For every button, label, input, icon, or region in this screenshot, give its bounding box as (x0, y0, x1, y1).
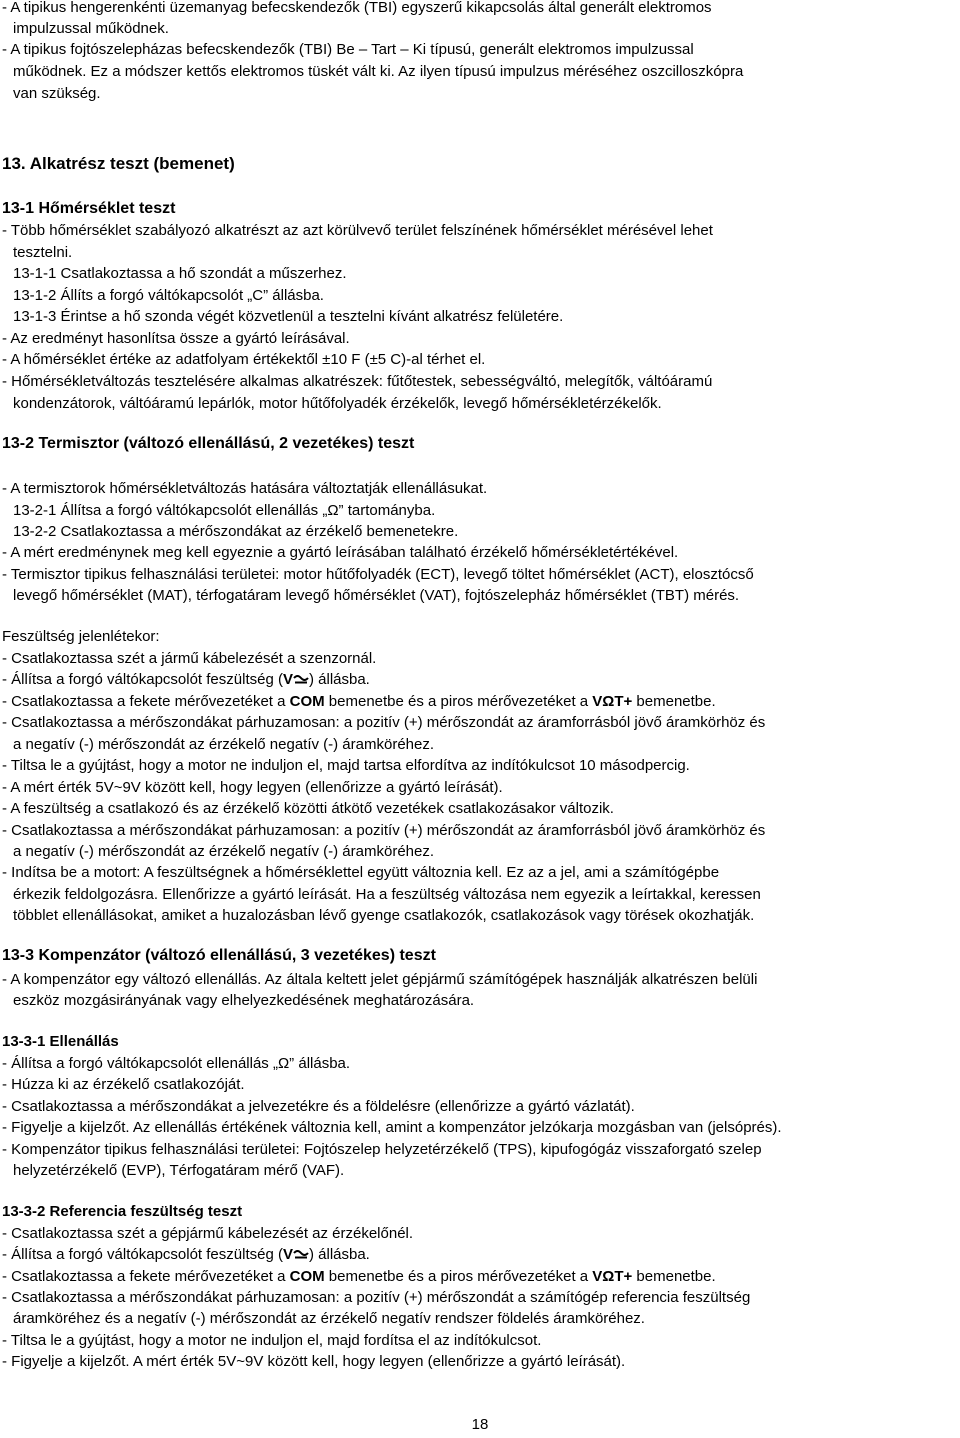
text-line: - Csatlakoztassa a mérőszondákat a jelvezetékre és a földelésre (ellenőrizze a gyártó vázlatát). (2, 1098, 635, 1115)
subsection-heading-13-3-1: 13-3-1 Ellenállás (2, 1033, 119, 1050)
subsection-heading-13-3: 13-3 Kompenzátor (változó ellenállású, 3 vezetékes) teszt (2, 947, 436, 964)
text-line: - A termisztorok hőmérsékletváltozás hatására változtatják ellenállásukat. (2, 480, 488, 497)
text-line: a negatív (-) mérőszondát az érzékelő negatív (-) áramköréhez. (13, 843, 435, 860)
text-line: - Csatlakoztassa a fekete mérővezetéket a COM bemenetbe és a piros mérővezetéket a VΩT+ bemenetbe. (2, 1268, 716, 1285)
text-line: - Húzza ki az érzékelő csatlakozóját. (2, 1076, 245, 1093)
text-line: impulzussal működnek. (13, 20, 169, 37)
text-line: - Csatlakoztassa a mérőszondákat párhuzamosan: a pozitív (+) mérőszondát a számítógép referencia feszültség (2, 1289, 751, 1306)
subsection-heading-13-2: 13-2 Termisztor (változó ellenállású, 2 vezetékes) teszt (2, 435, 415, 452)
text-line: levegő hőmérséklet (MAT), térfogatáram levegő hőmérséklet (VAT), fojtószelepház hőmérséklet (TBT) mérés. (13, 587, 740, 604)
text-line: - Tiltsa le a gyújtást, hogy a motor ne induljon el, majd fordítsa el az indítókulcsot. (2, 1332, 542, 1349)
text-line: tesztelni. (13, 244, 73, 261)
text-line: Feszültség jelenlétekor: (2, 628, 160, 645)
text-line: - Kompenzátor tipikus felhasználási területei: Fojtószelep helyzetérzékelő (TPS), kipufogógáz visszaforgató szelep (2, 1141, 762, 1158)
text-line: működnek. Ez a módszer kettős elektromos tüskét vált ki. Az ilyen típusú impulzus méréséhez oszcilloszkópra (13, 63, 744, 80)
text-line: 13-1-1 Csatlakoztassa a hő szondát a műszerhez. (13, 265, 347, 282)
voltage-symbol: V (283, 670, 309, 690)
text-line: - Tiltsa le a gyújtást, hogy a motor ne induljon el, majd tartsa elfordítva az indítókulcsot 10 másodpercig. (2, 757, 690, 774)
text-line: - Csatlakoztassa a mérőszondákat párhuzamosan: a pozitív (+) mérőszondát az áramforrásból jövő áramkörhöz és (2, 714, 766, 731)
text-line: - Csatlakoztassa a mérőszondákat párhuzamosan: a pozitív (+) mérőszondát az áramforrásból jövő áramkörhöz és (2, 822, 766, 839)
text-line: többlet ellenállásokat, amiket a huzalozásban lévő gyenge csatlakozók, csatlakozások vagy törések okozhatják. (13, 907, 755, 924)
text-line: - Termisztor tipikus felhasználási területei: motor hűtőfolyadék (ECT), levegő töltet hőmérséklet (ACT), elosztócső (2, 566, 754, 583)
voltage-symbol: V (283, 1245, 309, 1265)
text-line: kondenzátorok, váltóáramú lepárlók, motor hűtőfolyadék érzékelők, levegő hőmérsékletérzékelők. (13, 395, 662, 412)
text-line: - A feszültség a csatlakozó és az érzékelő közötti átkötő vezetékek csatlakozásakor változik. (2, 800, 614, 817)
text-line: 13-1-2 Állíts a forgó váltókapcsolót „C” állásba. (13, 287, 324, 304)
text-line: van szükség. (13, 85, 101, 102)
text-line: - Állítsa a forgó váltókapcsolót ellenállás „Ω” állásba. (2, 1055, 351, 1072)
text-line: a negatív (-) mérőszondát az érzékelő negatív (-) áramköréhez. (13, 736, 435, 753)
text-line: - A mért eredménynek meg kell egyeznie a gyártó leírásában található érzékelő hőmérsékletértékével. (2, 544, 679, 561)
text-line: - Figyelje a kijelzőt. A mért érték 5V~9V között kell, hogy legyen (ellenőrizze a gyártó leírását). (2, 1353, 626, 1370)
subsection-heading-13-1: 13-1 Hőmérséklet teszt (2, 200, 176, 217)
text-line: - A mért érték 5V~9V között kell, hogy legyen (ellenőrizze a gyártó leírását). (2, 779, 503, 796)
text-line: 13-2-1 Állítsa a forgó váltókapcsolót ellenállás „Ω” tartományba. (13, 502, 436, 519)
page-number: 18 (471, 1416, 489, 1433)
text-line: - Állítsa a forgó váltókapcsolót feszültség (V ) állásba. (2, 671, 370, 688)
text-line: - A tipikus hengerenkénti üzemanyag befecskendezők (TBI) egyszerű kikapcsolás által generált elektromos (2, 0, 712, 16)
text-line: 13-1-3 Érintse a hő szonda végét közvetlenül a tesztelni kívánt alkatrész felületére. (13, 308, 564, 325)
text-line: - Csatlakoztassa szét a jármű kábelezését a szenzornál. (2, 650, 377, 667)
text-line: - A hőmérséklet értéke az adatfolyam értékektől ±10 F (±5 C)-al térhet el. (2, 351, 486, 368)
text-line: - Csatlakoztassa a fekete mérővezetéket a COM bemenetbe és a piros mérővezetéket a VΩT+ bemenetbe. (2, 693, 716, 710)
text-line: - Indítsa be a motort: A feszültségnek a hőmérséklettel együtt változnia kell. Ez az a jel, ami a számítógépbe (2, 864, 720, 881)
text-line: 13-2-2 Csatlakoztassa a mérőszondákat az érzékelő bemenetekre. (13, 523, 459, 540)
section-heading-13: 13. Alkatrész teszt (bemenet) (2, 154, 235, 173)
text-line: - Állítsa a forgó váltókapcsolót feszültség (V ) állásba. (2, 1246, 370, 1263)
text-line: - Az eredményt hasonlítsa össze a gyártó leírásával. (2, 330, 350, 347)
text-line: - Csatlakoztassa szét a gépjármű kábelezését az érzékelőnél. (2, 1225, 414, 1242)
text-line: - Hőmérsékletváltozás tesztelésére alkalmas alkatrészek: fűtőtestek, sebességváltó, melegítők, váltóáramú (2, 373, 713, 390)
text-line: helyzetérzékelő (EVP), Térfogatáram mérő (VAF). (13, 1162, 345, 1179)
text-line: - A tipikus fojtószelepházas befecskendezők (TBI) Be – Tart – Ki típusú, generált elektromos impulzussal (2, 41, 694, 58)
text-line: - Több hőmérséklet szabályozó alkatrészt az azt körülvevő terület felszínének hőmérséklet mérésével lehet (2, 222, 713, 239)
ac-wave-icon (293, 673, 309, 685)
text-line: - Figyelje a kijelzőt. Az ellenállás értékének változnia kell, amint a kompenzátor jelzókarja mozgásban van (jelsóprés). (2, 1119, 782, 1136)
text-line: áramköréhez és a negatív (-) mérőszondát az érzékelő negatív rendszer földelés áramköréhez. (13, 1310, 645, 1327)
text-line: - A kompenzátor egy változó ellenállás. Az általa keltett jelet gépjármű számítógépek használják alkatrészen belüli (2, 971, 758, 988)
text-line: érkezik feldolgozásra. Ellenőrizze a gyártó leírását. Ha a feszültség változása nem egyezik a leírtakkal, keressen (13, 886, 761, 903)
text-line: eszköz mozgásirányának vagy elhelyezkedésének meghatározására. (13, 992, 475, 1009)
ac-wave-icon (293, 1248, 309, 1260)
subsection-heading-13-3-2: 13-3-2 Referencia feszültség teszt (2, 1203, 243, 1220)
